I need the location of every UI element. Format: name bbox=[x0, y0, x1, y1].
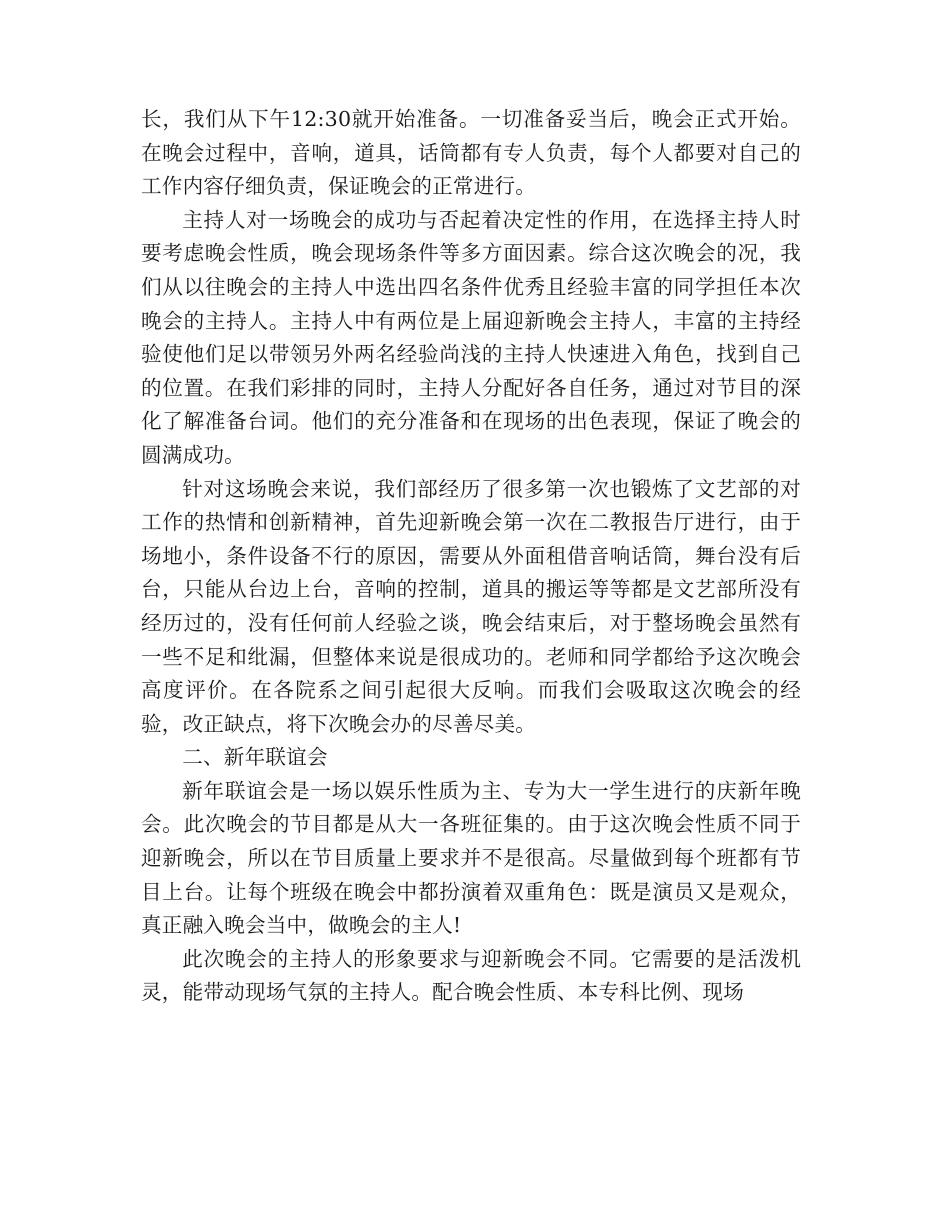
section-heading-new-year-party: 二、新年联谊会 bbox=[182, 745, 328, 770]
paragraph-new-year-host: 此次晚会的主持人的形象要求与迎新晚会不同。它需要的是活泼机灵，能带动现场气氛的主持人。配合晚会性质、本专科比例、现场 bbox=[141, 946, 801, 1005]
document-page bbox=[141, 103, 801, 1010]
paragraph-host-selection: 主持人对一场晚会的成功与否起着决定性的作用，在选择主持人时要考虑晚会性质，晚会现场条件等多方面因素。综合这次晚会的况，我们从以往晚会的主持人中选出四名条件优秀且经验丰富的同学担任本次晚会的主持人。主持人中有两位是上届迎新晚会主持人，丰富的主持经验使他们足以带领另外两名经验尚浅的主持人快速进入角色，找到自己的位置。在我们彩排的同时，主持人分配好各自任务，通过对节目的深化了解准备台词。他们的充分准备和在现场的出色表现，保证了晚会的圆满成功。 bbox=[141, 207, 801, 467]
paragraph-evaluation: 针对这场晚会来说，我们部经历了很多第一次也锻炼了文艺部的对工作的热情和创新精神，首先迎新晚会第一次在二教报告厅进行，由于场地小，条件设备不行的原因，需要从外面租借音响话筒，舞台没有后台，只能从台边上台，音响的控制，道具的搬运等等都是文艺部所没有经历过的，没有任何前人经验之谈，晚会结束后，对于整场晚会虽然有一些不足和纰漏，但整体来说是很成功的。老师和同学都给予这次晚会高度评价。在各院系之间引起很大反响。而我们会吸取这次晚会的经验，改正缺点，将下次晚会办的尽善尽美。 bbox=[141, 476, 801, 736]
paragraph-continued: 长，我们从下午12:30就开始准备。一切准备妥当后，晚会正式开始。在晚会过程中，音响，道具，话筒都有专人负责，每个人都要对自己的工作内容仔细负责，保证晚会的正常进行。 bbox=[141, 107, 801, 199]
paragraph-new-year-party: 新年联谊会是一场以娱乐性质为主、专为大一学生进行的庆新年晚会。此次晚会的节目都是从大一各班征集的。由于这次晚会性质不同于迎新晚会，所以在节目质量上要求并不是很高。尽量做到每个班都有节目上台。让每个班级在晚会中都扮演着双重角色：既是演员又是观众，真正融入晚会当中，做晚会的主人! bbox=[141, 778, 801, 938]
